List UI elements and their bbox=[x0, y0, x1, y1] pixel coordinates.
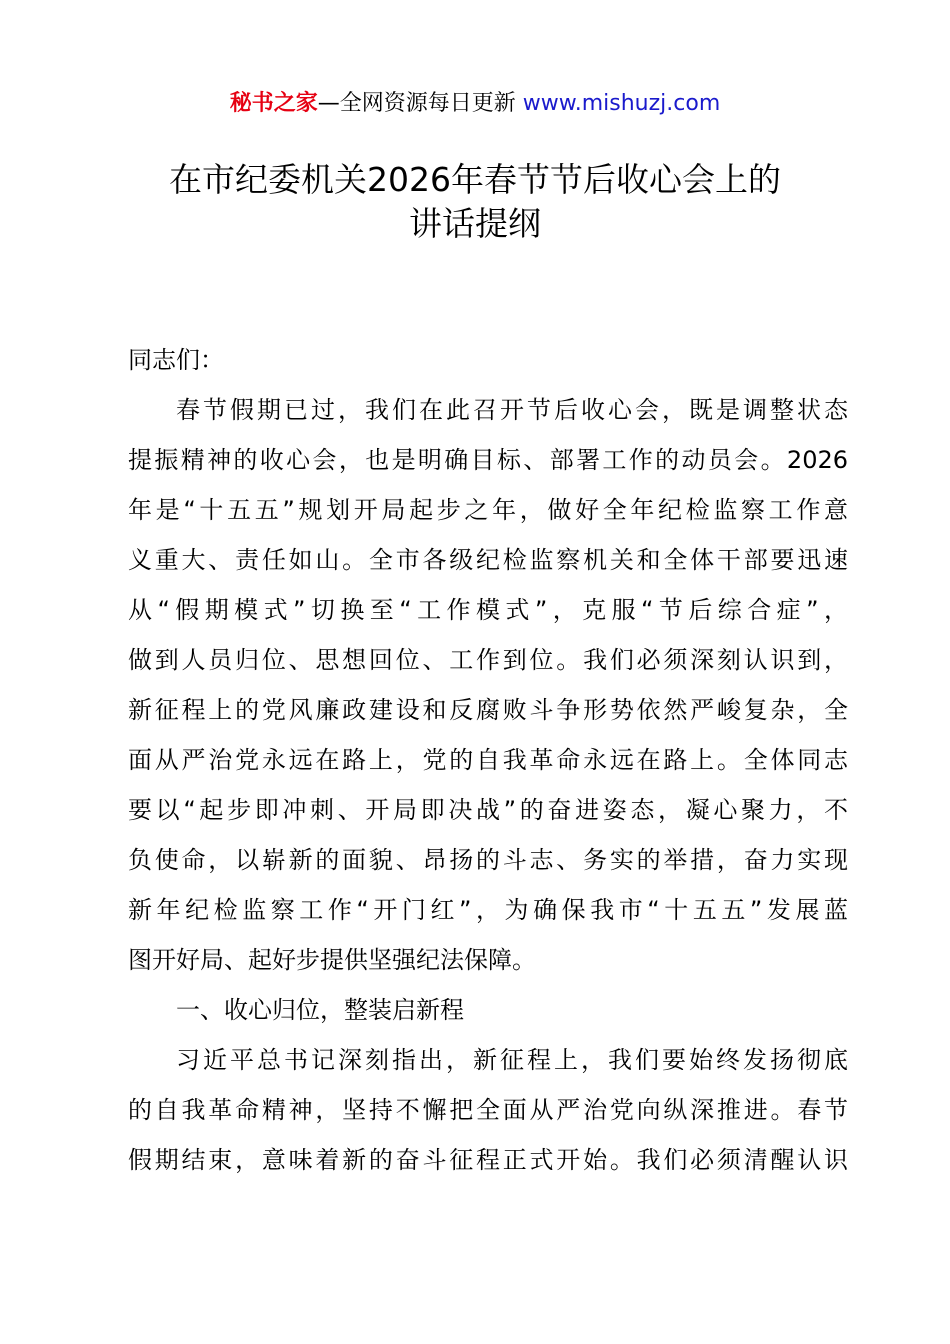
site-url-link[interactable]: www.mishuzj.com bbox=[522, 91, 721, 116]
salutation: 同志们： bbox=[128, 346, 224, 374]
paragraph-1-line: 从“假期模式”切换至“工作模式”，克服“节后综合症”， bbox=[128, 596, 848, 624]
paragraph-1-line: 新年纪检监察工作“开门红”，为确保我市“十五五”发展蓝 bbox=[128, 896, 848, 924]
paragraph-1-line: 义重大、责任如山。全市各级纪检监察机关和全体干部要迅速 bbox=[128, 546, 848, 574]
paragraph-1-line: 春节假期已过，我们在此召开节后收心会，既是调整状态 bbox=[176, 396, 848, 424]
document-title bbox=[100, 158, 850, 246]
paragraph-1-line: 负使命，以崭新的面貌、昂扬的斗志、务实的举措，奋力实现 bbox=[128, 846, 848, 874]
paragraph-2-line: 习近平总书记深刻指出，新征程上，我们要始终发扬彻底 bbox=[176, 1046, 848, 1074]
title-line-1: 在市纪委机关2026年春节节后收心会上的 bbox=[169, 160, 781, 199]
site-header bbox=[0, 88, 950, 120]
paragraph-1-line: 年是“十五五”规划开局起步之年，做好全年纪检监察工作意 bbox=[128, 496, 848, 524]
site-tagline: —全网资源每日更新 bbox=[317, 91, 523, 116]
paragraph-1-line: 图开好局、起好步提供坚强纪法保障。 bbox=[128, 946, 536, 974]
paragraph-1-line: 提振精神的收心会，也是明确目标、部署工作的动员会。2026 bbox=[128, 446, 848, 474]
paragraph-1-line: 要以“起步即冲刺、开局即决战”的奋进姿态，凝心聚力，不 bbox=[128, 796, 848, 824]
section-1-heading: 一、收心归位，整装启新程 bbox=[176, 996, 464, 1024]
paragraph-2-line: 假期结束，意味着新的奋斗征程正式开始。我们必须清醒认识 bbox=[128, 1146, 848, 1174]
paragraph-1-line: 面从严治党永远在路上，党的自我革命永远在路上。全体同志 bbox=[128, 746, 848, 774]
paragraph-1-line: 新征程上的党风廉政建设和反腐败斗争形势依然严峻复杂，全 bbox=[128, 696, 848, 724]
paragraph-2-line: 的自我革命精神，坚持不懈把全面从严治党向纵深推进。春节 bbox=[128, 1096, 848, 1124]
paragraph-1-line: 做到人员归位、思想回位、工作到位。我们必须深刻认识到， bbox=[128, 646, 848, 674]
site-brand: 秘书之家 bbox=[229, 91, 318, 116]
document-body bbox=[128, 335, 848, 1185]
title-line-2: 讲话提纲 bbox=[409, 204, 541, 243]
